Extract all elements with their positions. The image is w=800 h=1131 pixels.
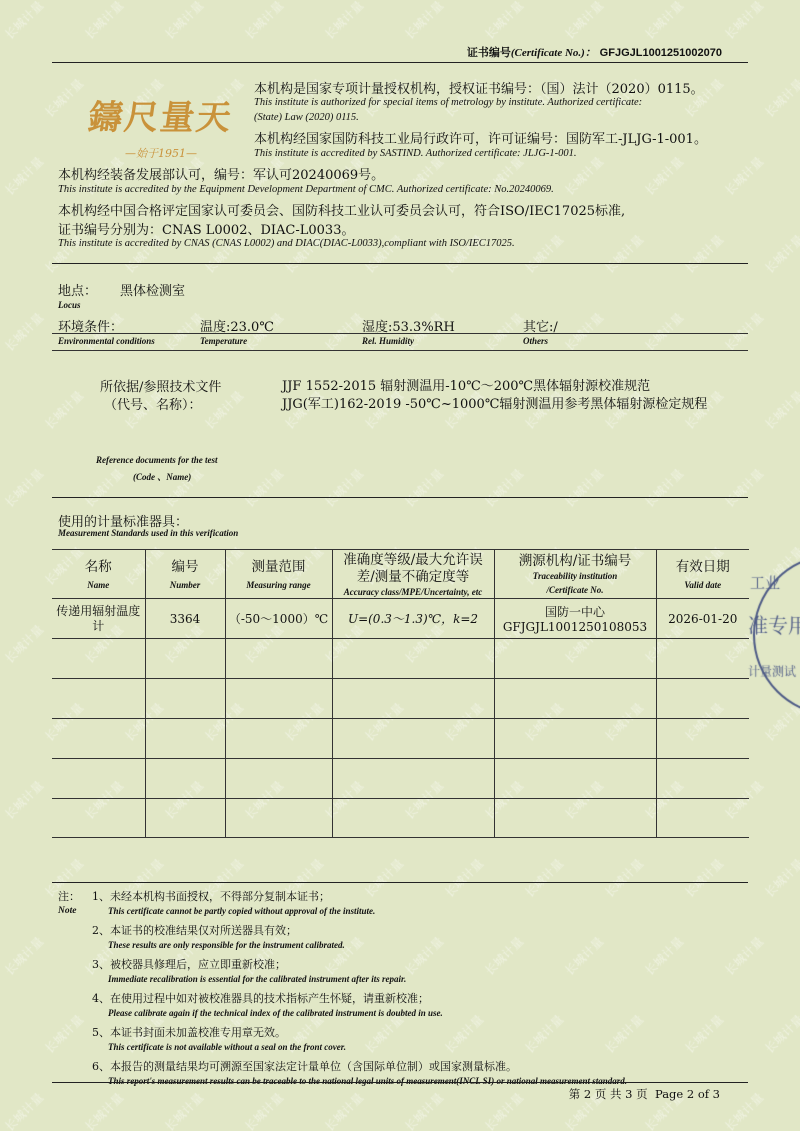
accreditation-2-cn: 本机构经国家国防科技工业局行政许可，许可证编号：国防军工-JLJG-1-001。 xyxy=(254,132,707,147)
table-row-empty xyxy=(52,639,749,679)
humidity-label-en: Rel. Humidity xyxy=(362,336,415,346)
accreditation-1-en2: (State) Law (2020) 0115. xyxy=(254,112,359,123)
note-item-en: This certificate cannot be partly copied without approval of the institute. xyxy=(108,906,376,916)
environment-label: 环境条件： xyxy=(58,320,124,335)
accreditation-4-cn: 本机构经中国合格评定国家认可委员会、国防科技工业认可委员会认可，符合ISO/IEC17025标准, xyxy=(58,204,626,219)
standards-table xyxy=(52,549,749,838)
notes-label: 注： xyxy=(58,890,80,903)
table-row-empty xyxy=(52,679,749,719)
accreditation-1-cn: 本机构是国家专项计量授权机构，授权证书编号：（国）法计（2020）0115。 xyxy=(254,82,704,97)
standards-title: 使用的计量标准器具： xyxy=(58,515,189,530)
table-header-row xyxy=(52,550,749,599)
cert-label-en: (Certificate No.)： xyxy=(510,47,596,59)
col-header-range: 测量范围 Measuring range xyxy=(225,550,332,599)
divider xyxy=(52,1082,748,1083)
divider xyxy=(52,263,748,264)
accreditation-4-en: This institute is accredited by CNAS (CNAS L0002) and DIAC(DIAC-L0033),compliant with ISO/IEC17025. xyxy=(58,238,515,249)
reference-label-en: Reference documents for the test xyxy=(96,455,218,465)
logo-subtext: —始于1951— xyxy=(125,147,197,160)
cell-name: 传递用辐射温度计 xyxy=(52,599,145,639)
institute-logo xyxy=(86,90,236,161)
location-label: 地点： xyxy=(58,284,98,299)
accreditation-1-en: This institute is authorized for special items of metrology by institute. Authorized certificate: xyxy=(254,97,643,108)
page-en: Page 2 of 3 xyxy=(654,1087,720,1101)
note-item-en: This report's measurement results can be traceable to the national legal units of measurement(INCL SI) or national measurement standard. xyxy=(108,1076,627,1086)
cell-range: （-50～1000）℃ xyxy=(225,599,332,639)
col-header-number: 编号 Number xyxy=(145,550,225,599)
underline xyxy=(52,333,748,334)
note-item-cn: 4、在使用过程中如对被校准器具的技术指标产生怀疑，请重新校准； xyxy=(92,992,429,1005)
location-value: 黑体检测室 xyxy=(120,284,186,299)
divider xyxy=(52,62,748,63)
col-header-accuracy: 准确度等级/最大允许误差/测量不确定度等 Accuracy class/MPE/Uncertainty, etc xyxy=(332,550,494,599)
note-item-en: Immediate recalibration is essential for the calibrated instrument after its repair. xyxy=(108,974,407,984)
cell-valid-date: 2026-01-20 xyxy=(656,599,749,639)
divider xyxy=(52,497,748,498)
note-item-en: These results are only responsible for the instrument calibrated. xyxy=(108,940,345,950)
col-header-traceability: 溯源机构/证书编号 Traceability institution /Certificate No. xyxy=(494,550,656,599)
note-item-cn: 5、本证书封面未加盖校准专用章无效。 xyxy=(92,1026,286,1039)
others-value: 其它:/ xyxy=(523,320,558,335)
standards-title-en: Measurement Standards used in this verification xyxy=(58,528,239,538)
col-header-name: 名称 Name xyxy=(52,550,145,599)
col-header-valid-date: 有效日期 Valid date xyxy=(656,550,749,599)
table-row-empty xyxy=(52,799,749,838)
note-item-en: This certificate is not available without a seal on the front cover. xyxy=(108,1042,346,1052)
reference-doc-2: JJG(军工)162-2019 -50℃~1000℃辐射测温用参考黑体辐射源检定规程 xyxy=(282,397,708,412)
page-cn: 第 2 页 共 3 页 xyxy=(568,1087,648,1101)
certificate-number xyxy=(467,44,722,60)
reference-label-cn2: （代号、名称）： xyxy=(104,398,202,413)
location-label-en: Locus xyxy=(58,300,81,310)
temperature-label-en: Temperature xyxy=(200,336,248,346)
cell-number: 3364 xyxy=(145,599,225,639)
cell-traceability: 国防一中心 GFJGJL1001250108053 xyxy=(494,599,656,639)
cert-label-cn: 证书编号 xyxy=(466,46,511,59)
accreditation-3-cn: 本机构经装备发展部认可，编号：军认可20240069号。 xyxy=(58,168,385,183)
table-row xyxy=(52,599,749,639)
cell-accuracy: U=(0.3～1.3)℃，k=2 xyxy=(332,599,494,639)
page-indicator xyxy=(569,1086,720,1102)
reference-label-en2: (Code 、Name) xyxy=(133,472,192,482)
reference-label-cn: 所依据/参照技术文件 xyxy=(100,380,222,395)
accreditation-3-en: This institute is accredited by the Equipment Development Department of CMC. Authorized certificate: No.20240069. xyxy=(58,184,554,195)
table-row-empty xyxy=(52,719,749,759)
logo-text: 鑄尺量天 xyxy=(85,98,236,138)
note-item-cn: 6、本报告的测量结果均可溯源至国家法定计量单位（含国际单位制）或国家测量标准。 xyxy=(92,1060,517,1073)
others-label-en: Others xyxy=(523,336,549,346)
temperature-value: 温度:23.0℃ xyxy=(200,320,274,335)
note-item-cn: 2、本证书的校准结果仅对所送器具有效； xyxy=(92,924,297,937)
note-item-cn: 1、未经本机构书面授权，不得部分复制本证书； xyxy=(92,890,330,903)
accreditation-2-en: This institute is accredited by SASTIND. Authorized certificate: JLJG-1-001. xyxy=(254,148,577,159)
reference-doc-1: JJF 1552-2015 辐射测温用-10℃～200℃黑体辐射源校准规范 xyxy=(282,379,651,394)
notes-label-en: Note xyxy=(58,906,77,916)
cert-no: GFJGJL1001251002070 xyxy=(599,47,722,59)
note-item-cn: 3、被校器具修理后，应立即重新校准； xyxy=(92,958,286,971)
environment-label-en: Environmental conditions xyxy=(58,336,155,346)
note-item-en: Please calibrate again if the technical index of the calibrated instrument is doubted in use. xyxy=(108,1008,443,1018)
divider xyxy=(52,882,748,883)
divider xyxy=(52,350,748,351)
table-row-empty xyxy=(52,759,749,799)
humidity-value: 湿度:53.3%RH xyxy=(362,320,455,335)
accreditation-4-cn2: 证书编号分别为：CNAS L0002、DIAC-L0033。 xyxy=(58,223,355,238)
